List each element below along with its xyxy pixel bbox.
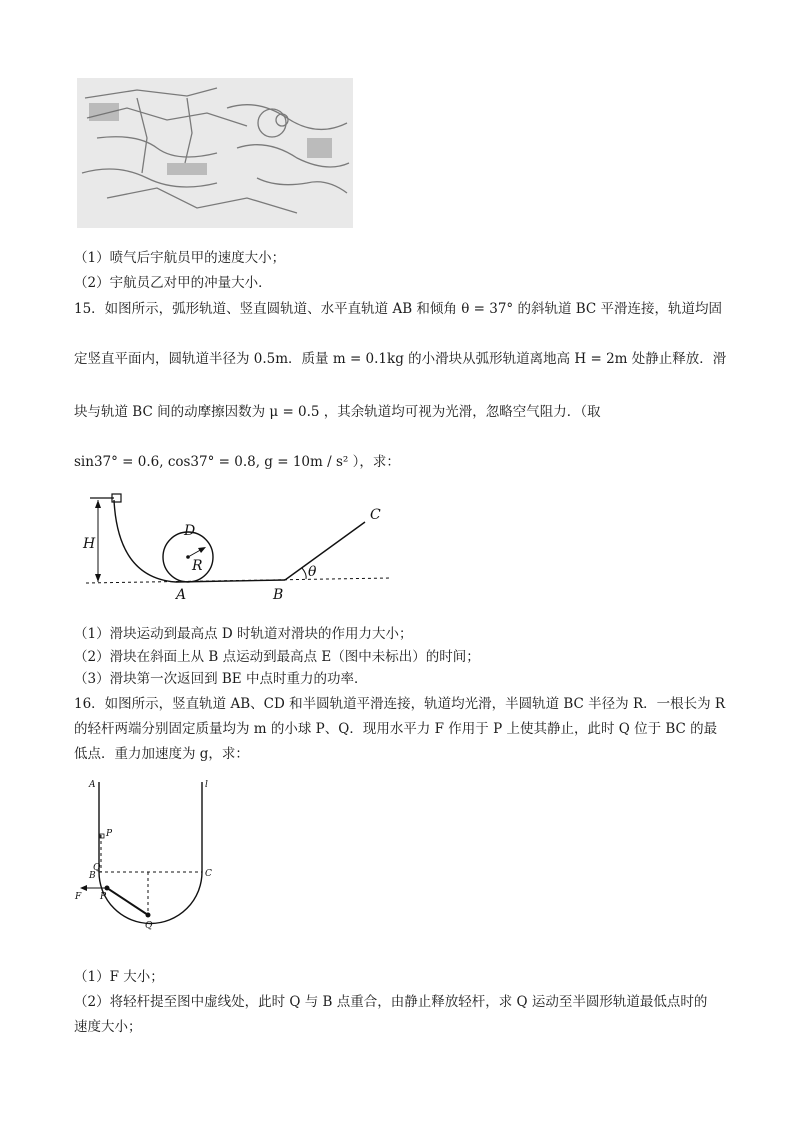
rod bbox=[107, 888, 148, 915]
q16-sub2-line1: （2）将轻杆提至图中虚线处，此时 Q 与 B 点重合，由静止释放轻杆，求 Q 运动至半圆形轨道最低点时的 bbox=[74, 994, 708, 1010]
incline-track bbox=[285, 522, 365, 580]
q16-stem-line1: 16．如图所示，竖直轨道 AB、CD 和半圆轨道平滑连接，轨道均光滑，半圆轨道 BC 半径为 R．一根长为 R bbox=[74, 696, 726, 712]
label-H: H bbox=[83, 536, 96, 552]
label-F: F bbox=[75, 892, 82, 902]
q16-track-diagram bbox=[72, 772, 222, 932]
q16-stem-line3: 低点．重力加速度为 g，求： bbox=[74, 746, 249, 762]
ball-Q bbox=[146, 913, 151, 918]
label-D: D bbox=[184, 523, 196, 539]
label-C: C bbox=[205, 869, 212, 879]
q15-stem-line4: sin37° = 0.6, cos37° = 0.8, g = 10m / s² ），求： bbox=[74, 454, 400, 470]
q15-stem-line2: 定竖直平面内，圆轨道半径为 0.5m．质量 m = 0.1kg 的小滑块从弧形轨道离地高 H = 2m 处静止释放．滑 bbox=[74, 351, 727, 367]
ball-P bbox=[105, 886, 110, 891]
astronaut-photo bbox=[77, 78, 353, 228]
label-Q: Q bbox=[145, 921, 153, 931]
q15-stem-line3: 块与轨道 BC 间的动摩擦因数为 μ = 0.5 ，其余轨道均可视为光滑，忽略空气阻力．（取 bbox=[74, 404, 601, 420]
label-P: P bbox=[100, 892, 107, 902]
label-Q-top: Q bbox=[93, 863, 101, 873]
q15-sub3: （3）滑块第一次返回到 BE 中点时重力的功率． bbox=[74, 671, 368, 687]
label-R: R bbox=[192, 558, 203, 574]
q15-sub2: （2）滑块在斜面上从 B 点运动到最高点 E（图中未标出）的时间； bbox=[74, 649, 480, 665]
label-A: A bbox=[176, 587, 187, 603]
label-D: l bbox=[205, 780, 208, 790]
q14-sub2: （2）宇航员乙对甲的冲量大小． bbox=[74, 275, 272, 291]
q15-stem-line1: 15．如图所示，弧形轨道、竖直圆轨道、水平直轨道 AB 和倾角 θ = 37° 的斜轨道 BC 平滑连接，轨道均固 bbox=[74, 301, 723, 317]
label-theta: θ bbox=[308, 564, 317, 580]
label-C: C bbox=[370, 507, 381, 523]
label-B: B bbox=[273, 587, 284, 603]
semicircle-track bbox=[99, 872, 202, 924]
q15-sub1: （1）滑块运动到最高点 D 时轨道对滑块的作用力大小； bbox=[74, 626, 413, 642]
q16-sub1: （1）F 大小； bbox=[74, 969, 164, 985]
q14-sub1: （1）喷气后宇航员甲的速度大小； bbox=[74, 250, 286, 266]
q16-stem-line2: 的轻杆两端分别固定质量均为 m 的小球 P、Q．现用水平力 F 作用于 P 上使其静止，此时 Q 位于 BC 的最 bbox=[74, 721, 718, 737]
label-A: A bbox=[89, 780, 96, 790]
q15-track-diagram bbox=[80, 488, 400, 603]
label-P-top: P bbox=[106, 829, 113, 839]
q16-sub2-line2: 速度大小； bbox=[74, 1019, 142, 1035]
label-B: B bbox=[89, 871, 96, 881]
